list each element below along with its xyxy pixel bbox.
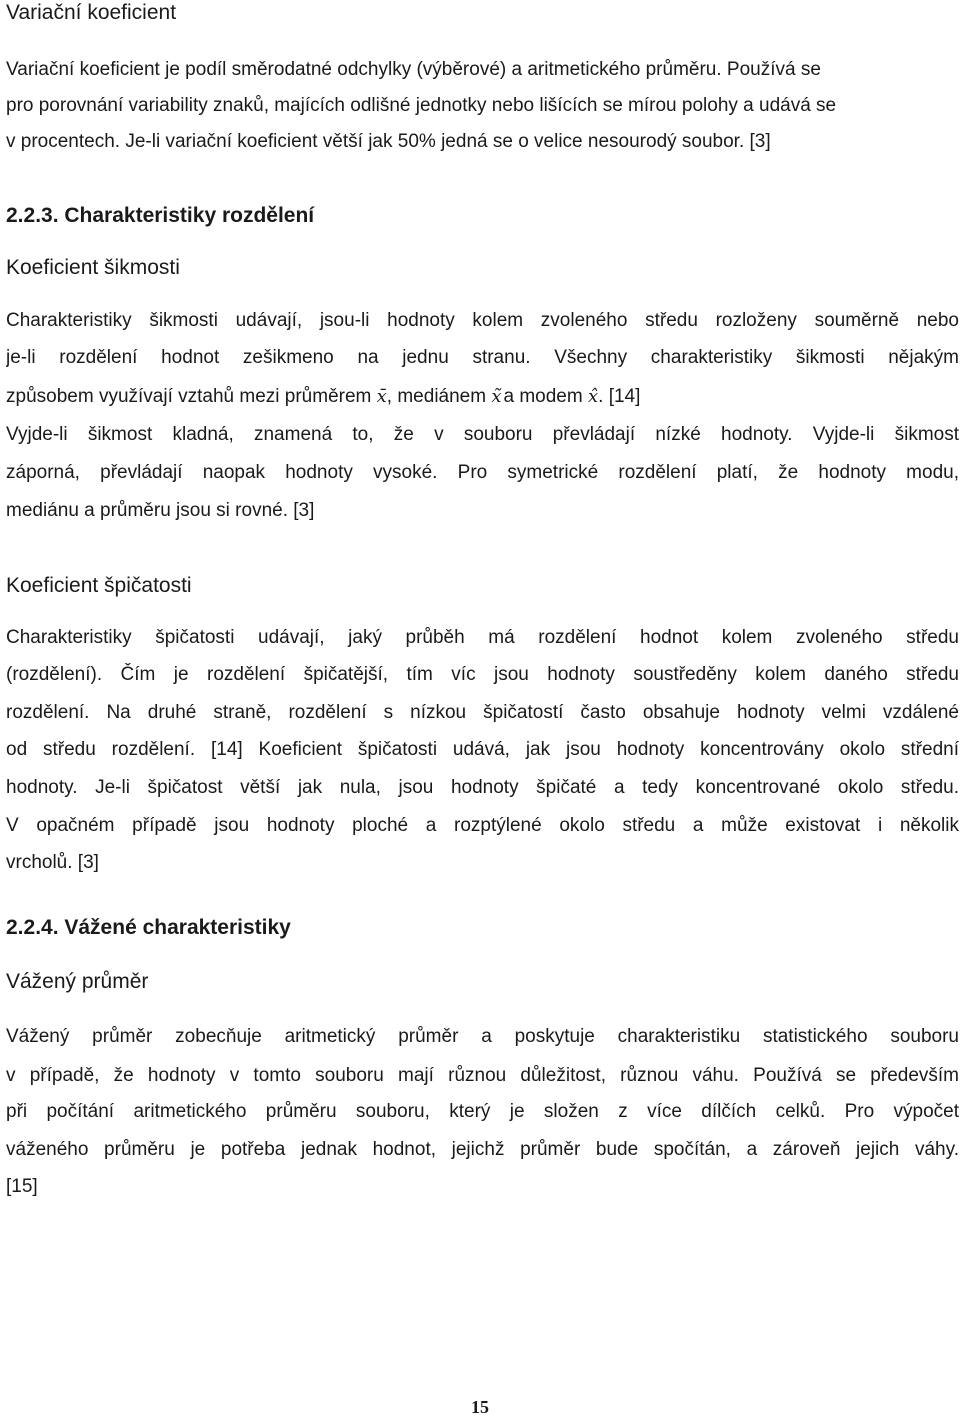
paragraph-line: v případě, že hodnoty v tomto souboru mají různou důležitost, různou váhu. Používá se především <box>6 1065 959 1086</box>
paragraph-line: Charakteristiky šikmosti udávají, jsou-li hodnoty kolem zvoleného středu rozloženy souměrně nebo <box>6 310 959 331</box>
paragraph-line: záporná, převládají naopak hodnoty vysoké. Pro symetrické rozdělení platí, že hodnoty modu, <box>6 462 959 483</box>
mean-symbol: x̄ <box>376 386 387 407</box>
paragraph-line: (rozdělení). Čím je rozdělení špičatější, tím víc jsou hodnoty soustředěny kolem daného středu <box>6 664 959 685</box>
paragraph-line: rozdělení. Na druhé straně, rozdělení s nízkou špičatostí často obsahuje hodnoty velmi vzdálené <box>6 702 959 723</box>
paragraph-line: hodnoty. Je-li špičatost větší jak nula, jsou hodnoty špičaté a tedy koncentrované okolo středu. <box>6 777 959 798</box>
paragraph-line-with-symbols <box>6 385 959 409</box>
paragraph-line: [15] <box>6 1176 38 1197</box>
line-text: a modem <box>503 386 588 407</box>
median-symbol: x̃ <box>491 386 502 407</box>
paragraph-line: váženého průměru je potřeba jednak hodnot, jejichž průměr bude spočítán, a zároveň jejich váhy. <box>6 1139 959 1160</box>
paragraph-line: v procentech. Je-li variační koeficient větší jak 50% jedná se o velice nesourodý soubor. [3] <box>6 131 771 152</box>
paragraph-line: od středu rozdělení. [14] Koeficient špičatosti udává, jak jsou hodnoty koncentrovány okolo střední <box>6 739 959 760</box>
line-text: , mediánem <box>386 386 492 407</box>
heading-koeficient-spicatosti: Koeficient špičatosti <box>6 574 192 597</box>
mode-symbol: x̂ <box>587 386 599 407</box>
paragraph-line: V opačném případě jsou hodnoty ploché a rozptýlené okolo středu a může existovat i několik <box>6 815 959 836</box>
heading-variacni-koeficient: Variační koeficient <box>6 1 177 24</box>
paragraph-line: je-li rozdělení hodnot zešikmeno na jednu stranu. Všechny charakteristiky šikmosti nějakým <box>6 347 959 368</box>
paragraph-line: mediánu a průměru jsou si rovné. [3] <box>6 500 315 521</box>
heading-section-2-2-4: 2.2.4. Vážené charakteristiky <box>6 916 291 939</box>
paragraph-line: Vyjde-li šikmost kladná, znamená to, že v souboru převládají nízké hodnoty. Vyjde-li šikmost <box>6 424 959 445</box>
line-text: způsobem využívají vztahů mezi průměrem <box>6 386 377 407</box>
paragraph-line: Variační koeficient je podíl směrodatné odchylky (výběrové) a aritmetického průměru. Používá se <box>6 59 821 80</box>
paragraph-line: Charakteristiky špičatosti udávají, jaký průběh má rozdělení hodnot kolem zvoleného středu <box>6 627 959 648</box>
heading-vazeny-prumer: Vážený průměr <box>6 970 149 993</box>
paragraph-line: pro porovnání variability znaků, majících odlišné jednotky nebo lišících se mírou polohy a udává se <box>6 95 837 116</box>
page-number: 15 <box>471 1397 489 1417</box>
heading-section-2-2-3: 2.2.3. Charakteristiky rozdělení <box>6 204 315 227</box>
heading-koeficient-sikmosti: Koeficient šikmosti <box>6 256 180 279</box>
line-text: . [14] <box>598 386 641 407</box>
paragraph-line: vrcholů. [3] <box>6 852 99 873</box>
paragraph-line: Vážený průměr zobecňuje aritmetický průměr a poskytuje charakteristiku statistického souboru <box>6 1026 959 1047</box>
paragraph-line: při počítání aritmetického průměru souboru, který je složen z více dílčích celků. Pro výpočet <box>6 1101 959 1122</box>
